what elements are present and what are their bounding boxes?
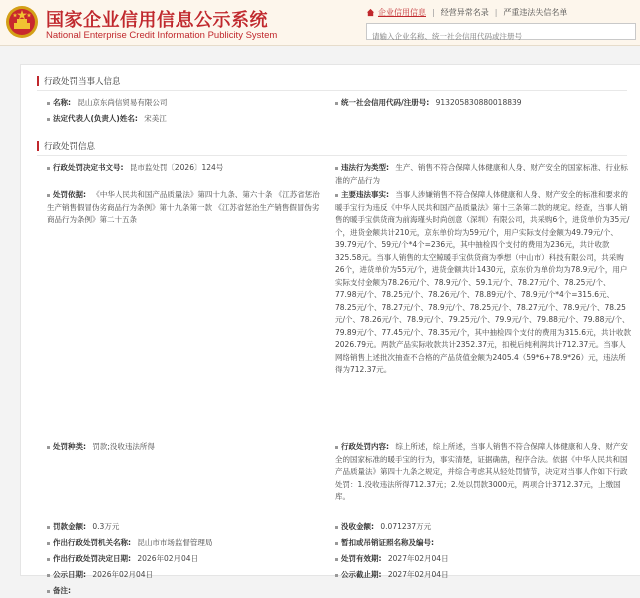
decision-date-row: 作出行政处罚决定日期: 2026年02月04日 (47, 553, 198, 566)
penalty-kind-row: 处罚种类: 罚款;没收违法所得 (47, 441, 155, 454)
nav-separator: | (494, 8, 498, 17)
party-name-row: 名称: 昆山京东尚信贸易有限公司 (47, 97, 167, 110)
penalty-basis-row: 处罚依据: 《中华人民共和国产品质量法》第四十九条、第六十条 《江苏省惩治生产销售假冒伪劣商品行为条例》第十九条第一款 《江苏省惩治生产销售假冒伪劣商品行为条例》第二十五条 (47, 190, 320, 224)
confiscation-amount-row: 没收金额: 0.071237万元 (335, 521, 431, 534)
site-title-cn: 国家企业信用信息公示系统 (46, 10, 268, 31)
bullet (335, 542, 338, 545)
legal-rep-row: 法定代表人(负责人)姓名: 宋美江 (47, 113, 167, 126)
bullet (335, 102, 338, 105)
fine-amount-row: 罚款金额: 0.3万元 (47, 521, 119, 534)
bullet (47, 574, 50, 577)
license-row: 暂扣或吊销证照名称及编号: (335, 537, 438, 550)
site-title-en: National Enterprise Credit Information Publicity System (46, 30, 278, 41)
home-icon (366, 8, 375, 17)
bullet (47, 194, 50, 197)
section-marker (37, 141, 39, 151)
publish-date-row: 公示日期: 2026年02月04日 (47, 569, 153, 582)
bullet (335, 558, 338, 561)
section-divider (37, 90, 627, 91)
violation-type-row: 违法行为类型: 生产、销售不符合保障人体健康和人身、财产安全的国家标准、行业标准的产品行为 (335, 163, 628, 185)
bullet (47, 526, 50, 529)
bullet (335, 526, 338, 529)
credit-code-row: 统一社会信用代码/注册号: 913205830880018839 (335, 97, 522, 110)
bullet (335, 167, 338, 170)
search-box (366, 23, 636, 40)
main-facts-row: 主要违法事实: 当事人涉嫌销售不符合保障人体健康和人身、财产安全的标准和要求的暖手宝行为违反《中华人民共和国产品质量法》第十三条第二款的规定。经查，当事人销售的暖手宝供货商为前海瑾头时尚创意（深圳）有限公司，共采购6个，进货单价为35元/个，进货金额共计210元，京东单价均为59元/个，用户实际支付金额为49.79元/个、39.79元/个、59元/个*4个=236元，其中抽检四个支付的费用为236元，共计收款325.58元。当事人销售的太空鲸暖手宝供货商为季想（中山市）科技有限公司，共采购26个，进货单价为55元/个，进货金额共计1430元，京东价为单价均为78.9元/个，用户实际支付金额为78.26元/个、78.9元/个、59.1元/个、78.27元/个、78.25元/个、77.98元/个、78.25元/个、78.26元/个、78.89元/个、78.9元/个*4个=315.6元、78.25元/个、78.27元/个、78.9元/个、78.25元/个、78.27元/个、78.9元/个、78.25元/个、78.26元/个、78.9元/个、79.25元/个、79.9元/个、79.88元/个、79.88元/个、79.89元/个、77.45元/个、78.35元/个，其中抽检四个支付的费用为315.6元，共计收款2026.79元。两款产品实际收款共计2352.37元，扣税后纯利润共计712.37元。当事人网络销售上述批次抽查不合格的产品货值金额为2405.4（59*6+78.9*26）元，违法所得为712.37元。 (335, 190, 631, 374)
nav-separator: | (432, 8, 435, 17)
nav-enterprise-credit[interactable]: 企业信用信息 (378, 8, 426, 17)
doc-number-row: 行政处罚决定书文号: 昆市监处罚〔2026〕124号 (47, 162, 223, 175)
national-emblem-icon (5, 5, 39, 39)
section-marker (37, 76, 39, 86)
bullet (335, 574, 338, 577)
section-divider (37, 155, 627, 156)
site-header (0, 0, 640, 46)
bullet (47, 590, 50, 593)
penalty-section-title: 行政处罚信息 (37, 140, 95, 152)
bullet (335, 194, 338, 197)
top-nav (366, 7, 567, 18)
bullet (47, 167, 50, 170)
party-section-title: 行政处罚当事人信息 (37, 75, 121, 87)
penalty-detail-card (20, 64, 640, 595)
publicity-end-row: 公示截止期: 2027年02月04日 (335, 569, 449, 582)
search-input[interactable] (367, 29, 635, 44)
nav-abnormal-list[interactable]: 经营异常名录 (440, 8, 489, 17)
bullet (47, 118, 50, 121)
remark-row: 备注: (47, 585, 75, 598)
bullet (47, 446, 50, 449)
nav-serious-violation-list[interactable]: 严重违法失信名单 (503, 8, 568, 17)
authority-row: 作出行政处罚机关名称: 昆山市市场监督管理局 (47, 537, 212, 550)
penalty-content-row: 行政处罚内容: 综上所述，综上所述，当事人销售不符合保障人体健康和人身、财产安全的国家标准的暖手宝的行为，事实清楚，证据确凿，程序合法。依据《中华人民共和国产品质量法》第四十九条之规定，并综合考虑其从轻处罚情节，决定对当事人作如下行政处罚：1.没收违法所得712.37元；2.处以罚款3000元，两项合计3712.37元，上缴国库。 (335, 442, 628, 501)
expiry-row: 处罚有效期: 2027年02月04日 (335, 553, 449, 566)
bullet (335, 446, 338, 449)
bullet (47, 558, 50, 561)
bullet (47, 542, 50, 545)
bullet (47, 102, 50, 105)
